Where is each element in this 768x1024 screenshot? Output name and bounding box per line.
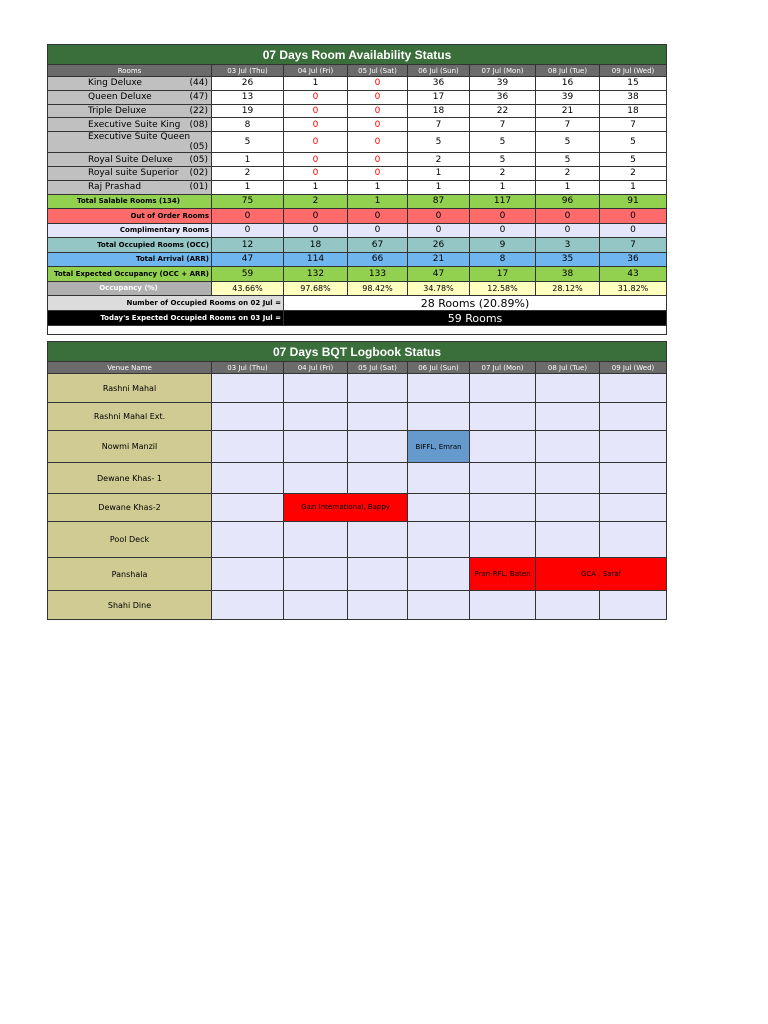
- occupied-note-row: [48, 296, 667, 311]
- room-value: 0: [348, 77, 408, 91]
- room-value: 39: [536, 90, 600, 104]
- date-header: 08 Jul (Tue): [536, 362, 600, 374]
- summary-value: 0: [284, 223, 348, 238]
- venue-name: Rashni Mahal: [48, 374, 212, 403]
- room-name-cell: [48, 104, 212, 118]
- summary-value: 96: [536, 194, 600, 209]
- summary-value: 34.78%: [408, 281, 470, 296]
- summary-value: 114: [284, 252, 348, 267]
- room-value: 7: [600, 118, 667, 132]
- room-value: 21: [536, 104, 600, 118]
- booking-cell[interactable]: [212, 431, 284, 463]
- room-row: [48, 118, 667, 132]
- summary-value: 97.68%: [284, 281, 348, 296]
- date-header: 04 Jul (Fri): [284, 362, 348, 374]
- room-name-cell: [48, 132, 212, 153]
- booking-cell[interactable]: [284, 374, 348, 403]
- room-value: 5: [536, 132, 600, 153]
- booking-cell[interactable]: [470, 463, 536, 494]
- room-value: 5: [600, 153, 667, 167]
- date-header: 08 Jul (Tue): [536, 65, 600, 77]
- booking-cell[interactable]: [470, 403, 536, 431]
- summary-value: 98.42%: [348, 281, 408, 296]
- venue-row: [48, 558, 667, 591]
- venue-row: [48, 591, 667, 620]
- summary-value: 0: [284, 209, 348, 224]
- room-title: 07 Days Room Availability Status: [48, 45, 667, 65]
- summary-value: 67: [348, 238, 408, 253]
- booking-cell[interactable]: [348, 431, 408, 463]
- summary-value: 0: [348, 209, 408, 224]
- bqt-date-header-row: [48, 362, 667, 374]
- venue-row: [48, 374, 667, 403]
- booking-cell[interactable]: [536, 522, 600, 558]
- note-label: Today's Expected Occupied Rooms on 03 Jul =: [48, 311, 284, 326]
- venue-name: Panshala: [48, 558, 212, 591]
- room-value: 0: [284, 118, 348, 132]
- booking-cell[interactable]: [408, 463, 470, 494]
- summary-value: 59: [212, 267, 284, 282]
- booking-cell[interactable]: [348, 522, 408, 558]
- room-value: 1: [408, 166, 470, 180]
- booking-cell[interactable]: [284, 431, 348, 463]
- booking-cell[interactable]: [600, 494, 667, 522]
- summary-value: 31.82%: [600, 281, 667, 296]
- date-header: 06 Jul (Sun): [408, 65, 470, 77]
- venue-name: Shahi Dine: [48, 591, 212, 620]
- booking-event[interactable]: Pran-RFL, Baten: [470, 558, 536, 591]
- room-row: [48, 180, 667, 194]
- venue-header: Venue Name: [48, 362, 212, 374]
- summary-value: 0: [470, 209, 536, 224]
- booking-cell[interactable]: [348, 374, 408, 403]
- room-value: 1: [212, 180, 284, 194]
- booking-event[interactable]: BIFFL, Emran: [408, 431, 470, 463]
- summary-value: 9: [470, 238, 536, 253]
- room-value: 5: [600, 132, 667, 153]
- summary-value: 38: [536, 267, 600, 282]
- summary-value: 66: [348, 252, 408, 267]
- expected-note-row: [48, 311, 667, 326]
- room-value: 5: [470, 153, 536, 167]
- room-value: 22: [470, 104, 536, 118]
- room-count: (05): [189, 142, 208, 153]
- booking-cell[interactable]: [408, 403, 470, 431]
- summary-value: 26: [408, 238, 470, 253]
- room-count: (47): [189, 92, 208, 103]
- summary-label: Total Salable Rooms (134): [48, 194, 212, 209]
- room-value: 7: [470, 118, 536, 132]
- room-value: 0: [348, 118, 408, 132]
- summary-value: 21: [408, 252, 470, 267]
- booking-cell[interactable]: [600, 463, 667, 494]
- room-availability-table: [47, 44, 667, 335]
- room-value: 36: [408, 77, 470, 91]
- room-name-cell: [48, 90, 212, 104]
- room-value: 5: [408, 132, 470, 153]
- booking-cell[interactable]: [212, 463, 284, 494]
- date-header-row: [48, 65, 667, 77]
- room-value: 13: [212, 90, 284, 104]
- rooms-header: Rooms: [48, 65, 212, 77]
- room-value: 1: [408, 180, 470, 194]
- date-header: 06 Jul (Sun): [408, 362, 470, 374]
- room-value: 2: [536, 166, 600, 180]
- summary-value: 0: [212, 209, 284, 224]
- room-count: (08): [189, 119, 208, 130]
- room-name-cell: [48, 153, 212, 167]
- summary-value: 133: [348, 267, 408, 282]
- spacer-row: [48, 326, 667, 335]
- room-value: 1: [284, 77, 348, 91]
- arrival-row: [48, 252, 667, 267]
- room-value: 2: [470, 166, 536, 180]
- date-header: 05 Jul (Sat): [348, 65, 408, 77]
- booking-cell[interactable]: [536, 591, 600, 620]
- bqt-logbook-table: [47, 341, 667, 620]
- complimentary-row: [48, 223, 667, 238]
- booking-cell[interactable]: [470, 494, 536, 522]
- room-value: 1: [600, 180, 667, 194]
- summary-value: 2: [284, 194, 348, 209]
- summary-value: 12: [212, 238, 284, 253]
- room-value: 38: [600, 90, 667, 104]
- summary-value: 0: [600, 223, 667, 238]
- room-value: 0: [348, 90, 408, 104]
- booking-cell[interactable]: [470, 431, 536, 463]
- booking-event[interactable]: GCA , Saraf: [536, 558, 667, 591]
- room-value: 5: [470, 132, 536, 153]
- venue-name: Rashni Mahal Ext.: [48, 403, 212, 431]
- room-value: 8: [212, 118, 284, 132]
- summary-value: 35: [536, 252, 600, 267]
- room-value: 0: [348, 153, 408, 167]
- room-value: 39: [470, 77, 536, 91]
- summary-value: 0: [348, 223, 408, 238]
- summary-value: 8: [470, 252, 536, 267]
- room-row: [48, 132, 667, 153]
- summary-label: Occupancy (%): [48, 281, 212, 296]
- room-value: 16: [536, 77, 600, 91]
- room-value: 2: [408, 153, 470, 167]
- summary-value: 117: [470, 194, 536, 209]
- summary-value: 0: [536, 223, 600, 238]
- summary-value: 0: [536, 209, 600, 224]
- summary-value: 75: [212, 194, 284, 209]
- date-header: 07 Jul (Mon): [470, 362, 536, 374]
- venue-name: Dewane Khas- 1: [48, 463, 212, 494]
- summary-value: 1: [348, 194, 408, 209]
- booking-cell[interactable]: [348, 463, 408, 494]
- booking-cell[interactable]: [212, 494, 284, 522]
- room-count: (44): [189, 78, 208, 89]
- total-salable-row: [48, 194, 667, 209]
- summary-value: 47: [408, 267, 470, 282]
- occupancy-percent-row: [48, 281, 667, 296]
- room-value: 0: [284, 153, 348, 167]
- summary-value: 17: [470, 267, 536, 282]
- room-value: 2: [212, 166, 284, 180]
- room-count: (05): [189, 154, 208, 165]
- summary-value: 0: [600, 209, 667, 224]
- booking-cell[interactable]: [408, 374, 470, 403]
- venue-name: Dewane Khas-2: [48, 494, 212, 522]
- room-name-cell: [48, 77, 212, 91]
- room-name-cell: [48, 118, 212, 132]
- room-count: (22): [189, 105, 208, 116]
- booking-cell[interactable]: [600, 374, 667, 403]
- room-value: 0: [284, 166, 348, 180]
- summary-value: 0: [408, 209, 470, 224]
- note-value: 59 Rooms: [284, 311, 667, 326]
- booking-cell[interactable]: [408, 591, 470, 620]
- date-header: 09 Jul (Wed): [600, 362, 667, 374]
- booking-cell[interactable]: [348, 403, 408, 431]
- spacer-cell: [48, 326, 667, 335]
- room-value: 0: [284, 104, 348, 118]
- room-count: (01): [189, 182, 208, 193]
- summary-value: 3: [536, 238, 600, 253]
- summary-label: Total Occupied Rooms (OCC): [48, 238, 212, 253]
- summary-value: 7: [600, 238, 667, 253]
- booking-cell[interactable]: [212, 374, 284, 403]
- booking-cell[interactable]: [408, 494, 470, 522]
- venue-row: [48, 494, 667, 522]
- booking-cell[interactable]: [470, 591, 536, 620]
- room-value: 1: [212, 153, 284, 167]
- room-value: 18: [600, 104, 667, 118]
- booking-cell[interactable]: [212, 558, 284, 591]
- room-value: 1: [284, 180, 348, 194]
- summary-value: 36: [600, 252, 667, 267]
- room-name: Triple Deluxe: [88, 105, 147, 116]
- summary-value: 12.58%: [470, 281, 536, 296]
- room-value: 1: [536, 180, 600, 194]
- room-row: [48, 77, 667, 91]
- summary-value: 28.12%: [536, 281, 600, 296]
- summary-value: 43: [600, 267, 667, 282]
- room-value: 7: [408, 118, 470, 132]
- room-value: 15: [600, 77, 667, 91]
- booking-cell[interactable]: [284, 522, 348, 558]
- booking-cell[interactable]: [536, 403, 600, 431]
- room-value: 5: [212, 132, 284, 153]
- date-header: 03 Jul (Thu): [212, 362, 284, 374]
- booking-cell[interactable]: [348, 591, 408, 620]
- summary-label: Total Arrival (ARR): [48, 252, 212, 267]
- summary-value: 0: [408, 223, 470, 238]
- booking-event[interactable]: Gazi International, Bappy: [284, 494, 408, 522]
- room-row: [48, 104, 667, 118]
- summary-value: 18: [284, 238, 348, 253]
- booking-cell[interactable]: [408, 522, 470, 558]
- room-value: 0: [348, 132, 408, 153]
- booking-cell[interactable]: [600, 522, 667, 558]
- booking-cell[interactable]: [212, 522, 284, 558]
- room-value: 36: [470, 90, 536, 104]
- room-name: Executive Suite King: [88, 119, 181, 130]
- summary-label: Total Expected Occupancy (OCC + ARR): [48, 267, 212, 282]
- room-value: 0: [348, 166, 408, 180]
- venue-row: [48, 431, 667, 463]
- bqt-title: 07 Days BQT Logbook Status: [48, 342, 667, 362]
- booking-cell[interactable]: [536, 431, 600, 463]
- room-value: 2: [600, 166, 667, 180]
- summary-value: 91: [600, 194, 667, 209]
- room-count: (02): [189, 168, 208, 179]
- room-value: 18: [408, 104, 470, 118]
- room-row: [48, 90, 667, 104]
- room-value: 0: [348, 104, 408, 118]
- room-name: Executive Suite Queen: [88, 132, 191, 143]
- room-value: 1: [348, 180, 408, 194]
- booking-cell[interactable]: [408, 558, 470, 591]
- occupied-row: [48, 238, 667, 253]
- venue-name: Nowmi Manzil: [48, 431, 212, 463]
- venue-row: [48, 403, 667, 431]
- booking-cell[interactable]: [536, 463, 600, 494]
- room-name: Royal suite Superior: [88, 168, 179, 179]
- note-value: 28 Rooms (20.89%): [284, 296, 667, 311]
- booking-cell[interactable]: [284, 403, 348, 431]
- date-header: 04 Jul (Fri): [284, 65, 348, 77]
- booking-cell[interactable]: [284, 591, 348, 620]
- booking-cell[interactable]: [470, 522, 536, 558]
- out-of-order-row: [48, 209, 667, 224]
- room-value: 7: [536, 118, 600, 132]
- room-name-cell: [48, 166, 212, 180]
- room-value: 26: [212, 77, 284, 91]
- room-value: 17: [408, 90, 470, 104]
- summary-value: 87: [408, 194, 470, 209]
- booking-cell[interactable]: [212, 591, 284, 620]
- booking-cell[interactable]: [212, 403, 284, 431]
- booking-cell[interactable]: [536, 494, 600, 522]
- booking-cell[interactable]: [470, 374, 536, 403]
- summary-value: 47: [212, 252, 284, 267]
- room-row: [48, 153, 667, 167]
- booking-cell[interactable]: [600, 403, 667, 431]
- venue-name: Pool Deck: [48, 522, 212, 558]
- summary-value: 0: [470, 223, 536, 238]
- venue-row: [48, 522, 667, 558]
- room-name: Royal Suite Deluxe: [88, 154, 173, 165]
- room-name: King Deluxe: [88, 78, 142, 89]
- summary-value: 132: [284, 267, 348, 282]
- room-row: [48, 166, 667, 180]
- room-value: 0: [284, 132, 348, 153]
- booking-cell[interactable]: [348, 558, 408, 591]
- expected-occupancy-row: [48, 267, 667, 282]
- room-name: Queen Deluxe: [88, 92, 152, 103]
- date-header: 03 Jul (Thu): [212, 65, 284, 77]
- summary-label: Out of Order Rooms: [48, 209, 212, 224]
- summary-value: 0: [212, 223, 284, 238]
- date-header: 09 Jul (Wed): [600, 65, 667, 77]
- summary-label: Complimentary Rooms: [48, 223, 212, 238]
- venue-row: [48, 463, 667, 494]
- booking-cell[interactable]: [600, 591, 667, 620]
- room-name: Raj Prashad: [88, 182, 142, 193]
- room-value: 19: [212, 104, 284, 118]
- date-header: 05 Jul (Sat): [348, 362, 408, 374]
- date-header: 07 Jul (Mon): [470, 65, 536, 77]
- booking-cell[interactable]: [284, 558, 348, 591]
- room-name-cell: [48, 180, 212, 194]
- room-value: 0: [284, 90, 348, 104]
- booking-cell[interactable]: [600, 431, 667, 463]
- room-value: 1: [470, 180, 536, 194]
- note-label: Number of Occupied Rooms on 02 Jul =: [48, 296, 284, 311]
- room-value: 5: [536, 153, 600, 167]
- summary-value: 43.66%: [212, 281, 284, 296]
- booking-cell[interactable]: [284, 463, 348, 494]
- booking-cell[interactable]: [536, 374, 600, 403]
